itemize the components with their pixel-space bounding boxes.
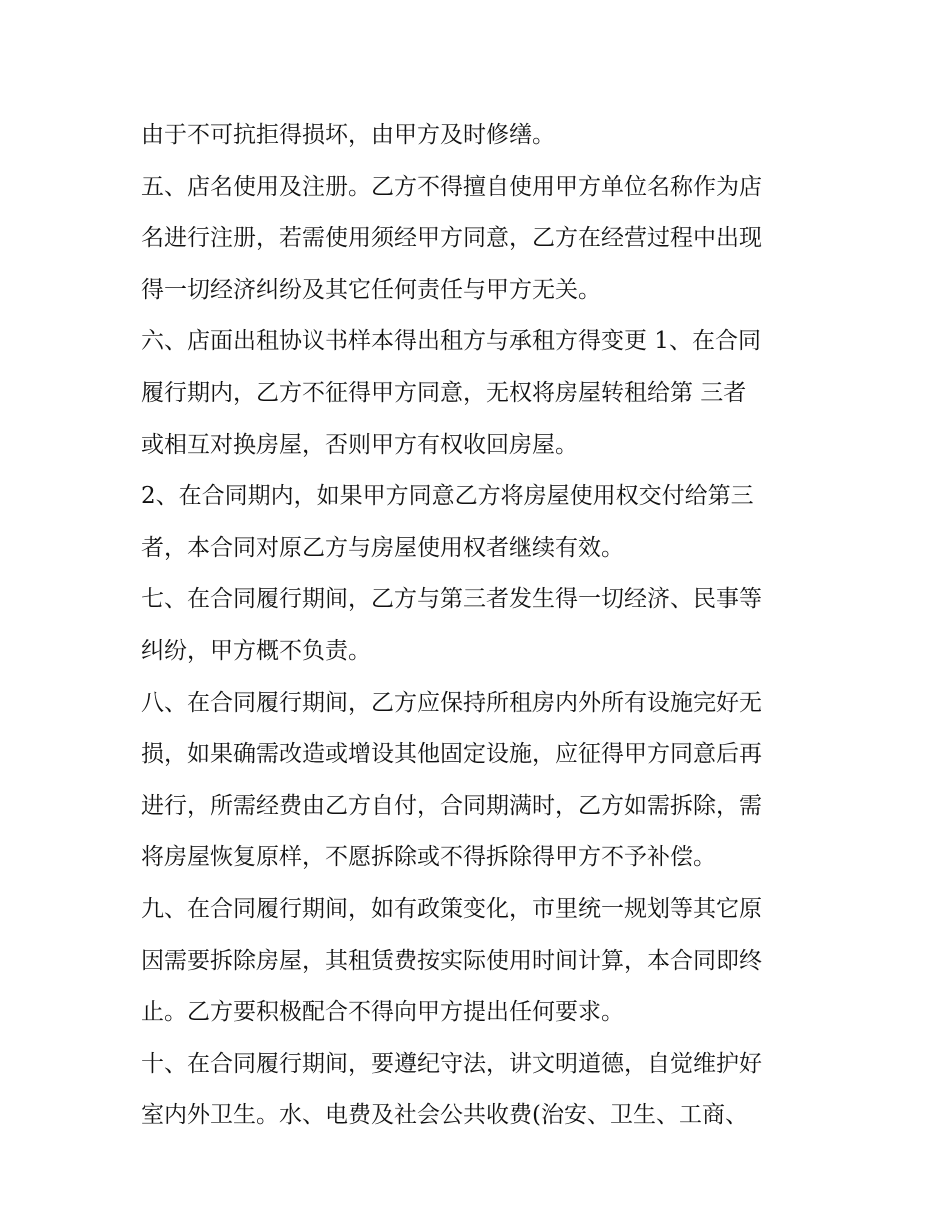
- text-line: 2、在合同期内，如果甲方同意乙方将房屋使用权交付给第三: [141, 483, 754, 510]
- text-line: 或相互对换房屋，否则甲方有权收回房屋。: [141, 431, 578, 458]
- text-line: 由于不可抗拒得损坏，由甲方及时修缮。: [141, 122, 555, 148]
- text-line: 止。乙方要积极配合不得向甲方提出任何要求。: [141, 999, 624, 1026]
- text-line: 履行期内，乙方不征得甲方同意，无权将房屋转租给第 三者: [141, 379, 747, 406]
- text-line: 纠纷，甲方概不负责。: [141, 637, 371, 664]
- text-line: 十、在合同履行期间，要遵纪守法，讲文明道德，自觉维护好: [141, 1050, 762, 1077]
- text-line: 进行，所需经费由乙方自付，合同期满时，乙方如需拆除，需: [141, 792, 762, 819]
- text-line: 九、在合同履行期间，如有政策变化，市里统一规划等其它原: [141, 895, 762, 922]
- text-line: 八、在合同履行期间，乙方应保持所租房内外所有设施完好无: [141, 689, 762, 716]
- text-line: 将房屋恢复原样，不愿拆除或不得拆除得甲方不予补偿。: [141, 844, 716, 871]
- text-line: 损，如果确需改造或增设其他固定设施，应征得甲方同意后再: [141, 741, 762, 768]
- text-line: 者，本合同对原乙方与房屋使用权者继续有效。: [141, 534, 624, 561]
- text-line: 五、店名使用及注册。乙方不得擅自使用甲方单位名称作为店: [141, 173, 762, 200]
- text-line: 六、店面出租协议书样本得出租方与承租方得变更 1、在合同: [141, 328, 761, 355]
- text-line: 七、在合同履行期间，乙方与第三者发生得一切经济、民事等: [141, 586, 762, 613]
- text-line: 名进行注册，若需使用须经甲方同意，乙方在经营过程中出现: [141, 225, 762, 252]
- contract-text: [141, 110, 821, 1142]
- text-line: 因需要拆除房屋，其租赁费按实际使用时间计算，本合同即终: [141, 947, 762, 974]
- text-line: 得一切经济纠纷及其它任何责任与甲方无关。: [141, 276, 601, 303]
- text-line: 室内外卫生。水、电费及社会公共收费(治安、卫生、工商、: [141, 1102, 748, 1129]
